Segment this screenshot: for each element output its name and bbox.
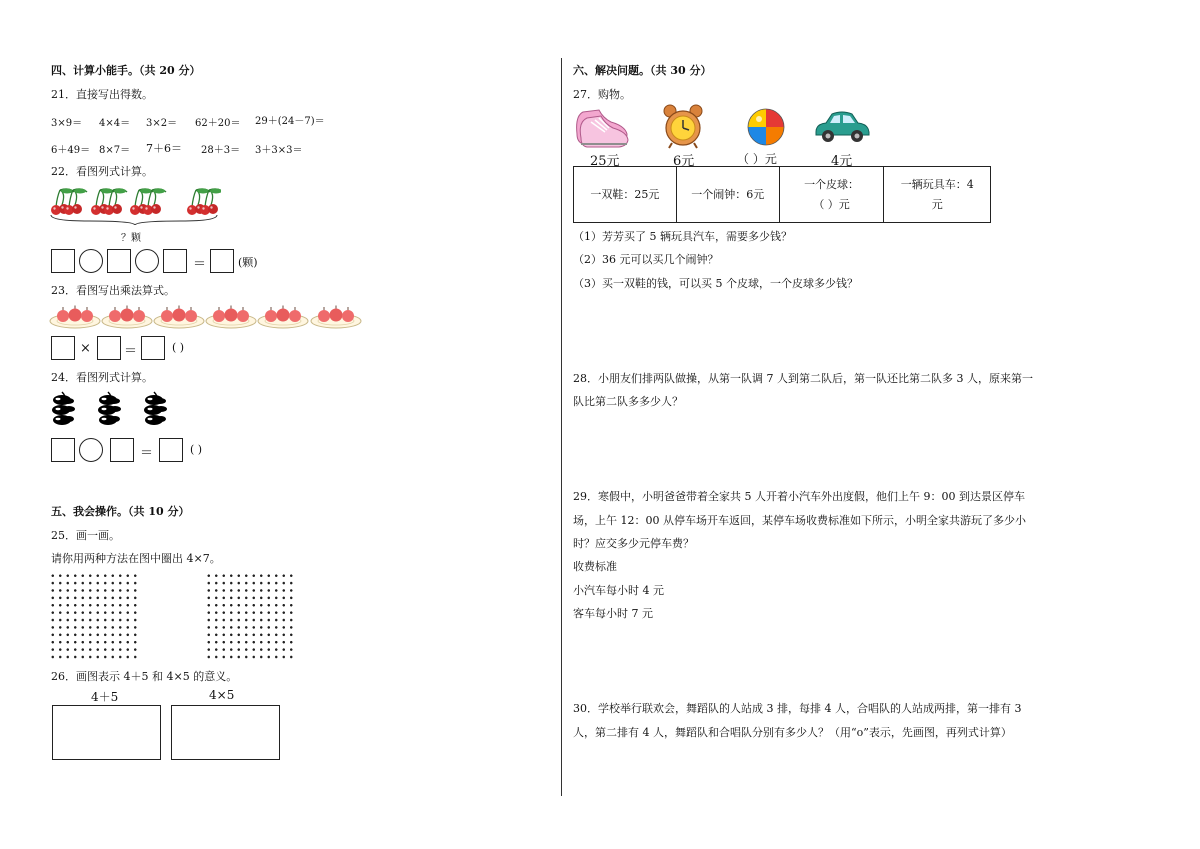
q28-line2: 队比第二队多多少人？ [573,395,683,408]
question-27: 27．购物。 [573,88,631,101]
q21-item: 8×7＝ [99,145,131,156]
q29-line3: 时？应交多少元停车费？ [573,537,694,550]
shoes-picture [573,104,631,148]
answer-box[interactable] [51,336,75,360]
dot-grid-1[interactable] [49,572,139,660]
price-cell-ball-line1: 一个皮球： [804,177,860,191]
price-ball: （ ）元 [737,152,777,166]
apple-plate [258,306,308,329]
black-fruit-picture [50,391,178,427]
answer-box[interactable] [51,249,75,273]
q21-item: 6＋49＝ [51,145,91,156]
q26-label-add: 4＋5 [91,690,119,704]
column-divider [561,58,562,796]
price-table [573,166,991,223]
q30-line1: 30．学校举行联欢会，舞蹈队的人站成 3 排，每排 4 人，合唱队的人站成两排，第一排有 3 [573,702,1022,715]
q21-item: 3＋3×3＝ [255,145,303,156]
price-cell-car-line2: 元 [931,197,943,211]
price-cell-car-line1: 一辆玩具车：4 [900,177,974,191]
fruit-group [98,392,121,425]
q29-fee-car: 小汽车每小时 4 元 [573,584,664,597]
brace [51,215,217,225]
equals-sign: ＝ [193,257,207,272]
apple-plate [50,306,100,329]
section-6-title: 六、解决问题。（共 30 分） [573,64,712,77]
price-shoes: 25元 [590,154,620,169]
q21-item: 62＋20＝ [195,118,241,129]
section-4-title: 四、计算小能手。（共 20 分） [51,64,201,77]
apple-plates-picture [49,302,367,330]
price-cell-ball [779,167,884,223]
price-cell-car [884,167,991,223]
drawing-box-add[interactable] [52,705,161,760]
apple-plate [154,306,204,329]
operator-circle[interactable] [79,249,103,273]
price-clock: 6元 [673,154,695,169]
fruit-group [144,392,167,425]
cherry-group [130,189,166,216]
question-24: 24．看图列式计算。 [51,371,153,384]
brace-label: ？颗 [121,233,141,244]
section-5-title: 五、我会操作。（共 10 分） [51,505,190,518]
cherry-group [51,189,87,216]
q26-label-mul: 4×5 [209,688,235,702]
apple-plate [206,306,256,329]
answer-box[interactable] [110,438,134,462]
question-23: 23．看图写出乘法算式。 [51,284,175,297]
question-21: 21．直接写出得数。 [51,88,153,101]
answer-box[interactable] [51,438,75,462]
cherry-group [91,189,127,216]
price-car: 4元 [831,154,853,169]
q27-sub-3: （3）买一双鞋的钱，可以买 5 个皮球，一个皮球多少钱？ [573,277,858,290]
q21-item: 7＋6＝ [146,142,182,155]
q29-fee-bus: 客车每小时 7 元 [573,607,653,620]
cherries-picture [49,185,221,225]
fruit-group [52,392,75,425]
q21-item: 28＋3＝ [201,145,241,156]
q29-line1: 29．寒假中，小明爸爸带着全家共 5 人开着小汽车外出度假，他们上午 9：00 到达景区停车 [573,490,1025,503]
times-sign: × [80,341,91,356]
dot-grid-2[interactable] [205,572,295,660]
question-26: 26．画图表示 4＋5 和 4×5 的意义。 [51,670,238,683]
q21-item: 4×4＝ [99,118,131,129]
apple-plate [311,306,361,329]
q21-item: 3×2＝ [146,118,178,129]
question-22: 22．看图列式计算。 [51,165,153,178]
answer-box[interactable] [107,249,131,273]
answer-box[interactable] [210,249,234,273]
unit-paren: ( ) [190,443,203,456]
answer-box[interactable] [163,249,187,273]
equals-sign: ＝ [124,344,138,359]
answer-box[interactable] [97,336,121,360]
q25-instruction: 请你用两种方法在图中圈出 4×7。 [51,552,221,565]
q27-sub-2: （2）36 元可以买几个闹钟？ [573,253,719,266]
price-cell-clock: 一个闹钟：6元 [676,167,779,223]
q27-sub-1: （1）芳芳买了 5 辆玩具汽车，需要多少钱？ [573,230,792,243]
price-cell-shoes: 一双鞋：25元 [574,167,677,223]
q30-line2: 人，第二排有 4 人，舞蹈队和合唱队分别有多少人？（用“o”表示，先画图，再列式计算） [573,726,1012,739]
operator-circle[interactable] [135,249,159,273]
ball-picture [746,107,786,147]
unit-label: (颗) [238,256,258,269]
q28-line1: 28．小朋友们排两队做操，从第一队调 7 人到第二队后，第一队还比第二队多 3 人，原来第一 [573,372,1033,385]
unit-paren: ( ) [172,341,185,354]
operator-circle[interactable] [79,438,103,462]
answer-box[interactable] [141,336,165,360]
alarm-clock-picture [662,103,704,149]
q29-line2: 场，上午 12：00 从停车场开车返回，某停车场收费标准如下所示，小明全家共游玩了多少小 [573,514,1026,527]
q21-item: 3×9＝ [51,118,83,129]
answer-box[interactable] [159,438,183,462]
q29-fee-title: 收费标准 [573,560,617,573]
q21-item: 29＋(24－7)＝ [255,116,325,127]
price-cell-ball-line2: （ ）元 [813,197,850,211]
question-25: 25．画一画。 [51,529,120,542]
equals-sign: ＝ [140,446,154,461]
apple-plate [102,306,152,329]
toy-car-picture [812,108,872,144]
drawing-box-mul[interactable] [171,705,280,760]
